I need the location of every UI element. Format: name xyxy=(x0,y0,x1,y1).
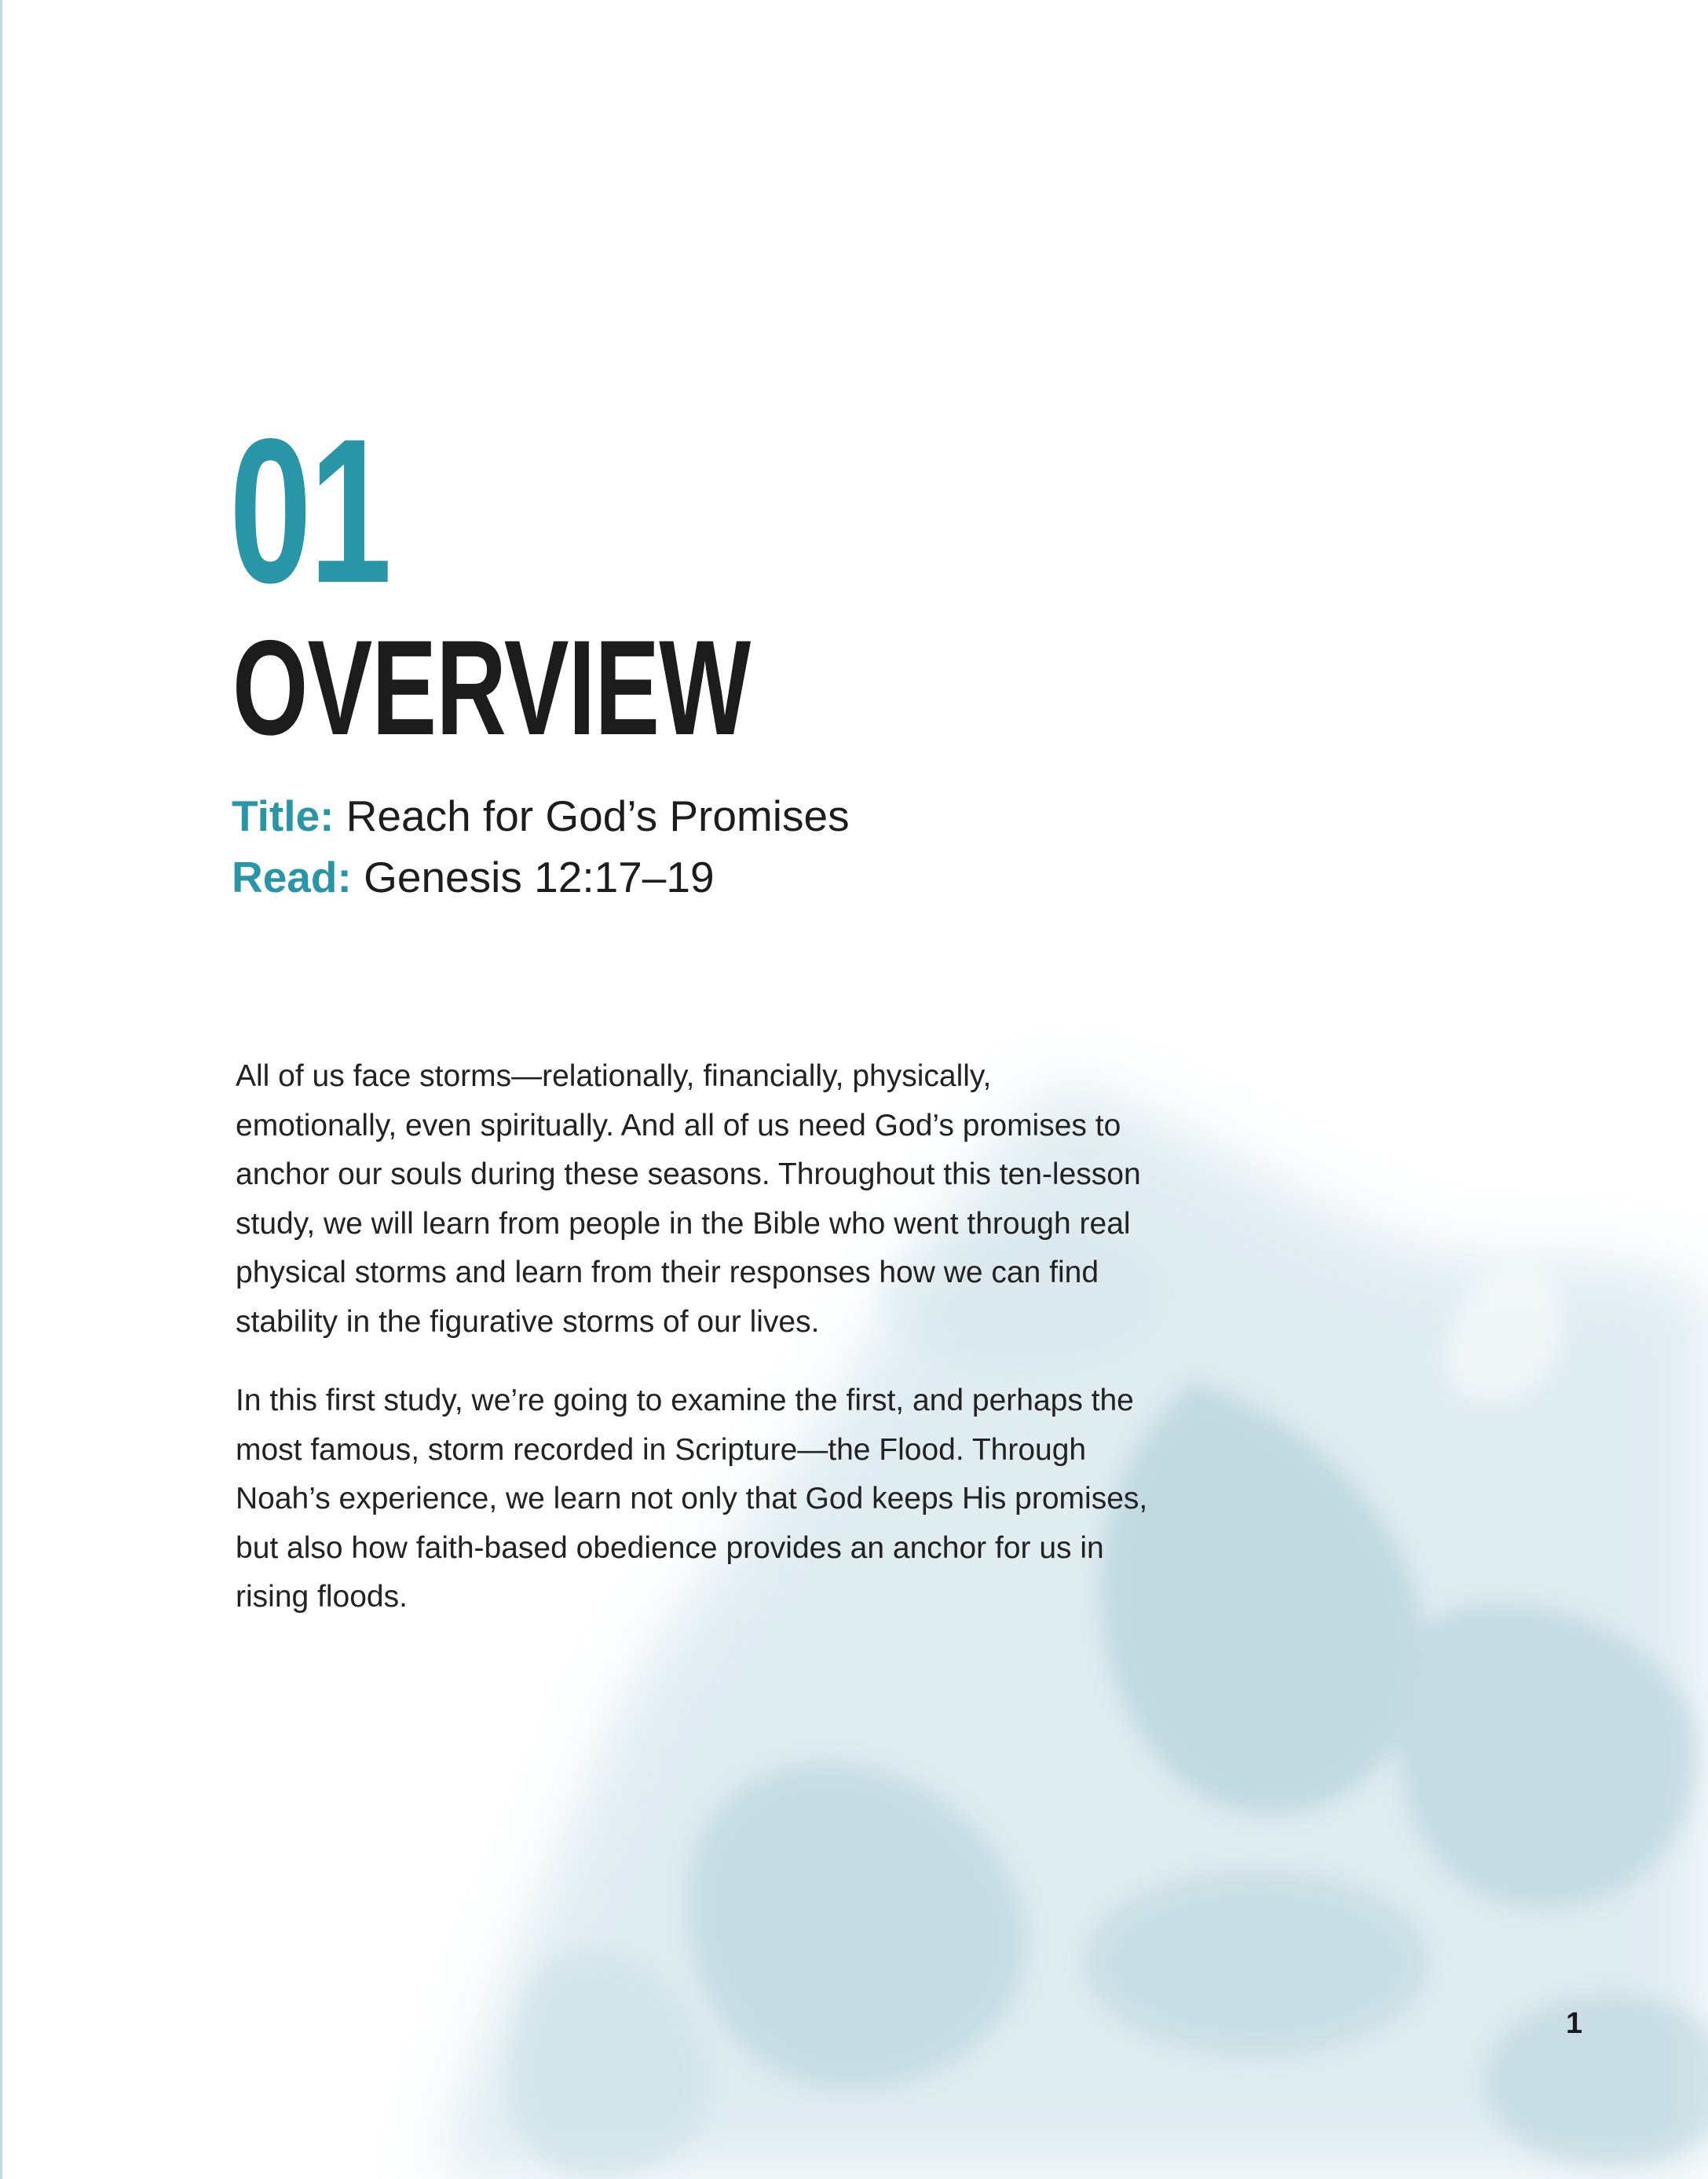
read-line xyxy=(232,846,850,908)
lesson-number: 01 xyxy=(229,396,390,626)
title-label: Title: xyxy=(232,792,335,840)
title-line xyxy=(232,785,850,846)
read-label: Read: xyxy=(232,853,352,901)
body-paragraph: All of us face storms—relationally, financially, physically, emotionally, even spiritually. And all of us need God’s promises to anchor our souls during these seasons. Throughout this ten-lesson study, we will learn from people in the Bible who went through real physical storms and learn from their responses how we can find stability in the figurative storms of our lives. xyxy=(236,1059,1141,1339)
section-title: OVERVIEW xyxy=(232,612,751,763)
lesson-meta xyxy=(232,785,850,908)
page-number: 1 xyxy=(1566,2007,1583,2040)
read-value: Genesis 12:17–19 xyxy=(364,853,715,901)
overview-body xyxy=(236,1052,1154,1652)
body-paragraph: In this first study, we’re going to examine the first, and perhaps the most famous, storm recorded in Scripture—the Flood. Through Noah’s experience, we learn not only that God keeps His promises, but also how faith-based obedience provides an anchor for us in rising floods. xyxy=(236,1384,1148,1614)
title-value: Reach for God’s Promises xyxy=(346,792,850,840)
